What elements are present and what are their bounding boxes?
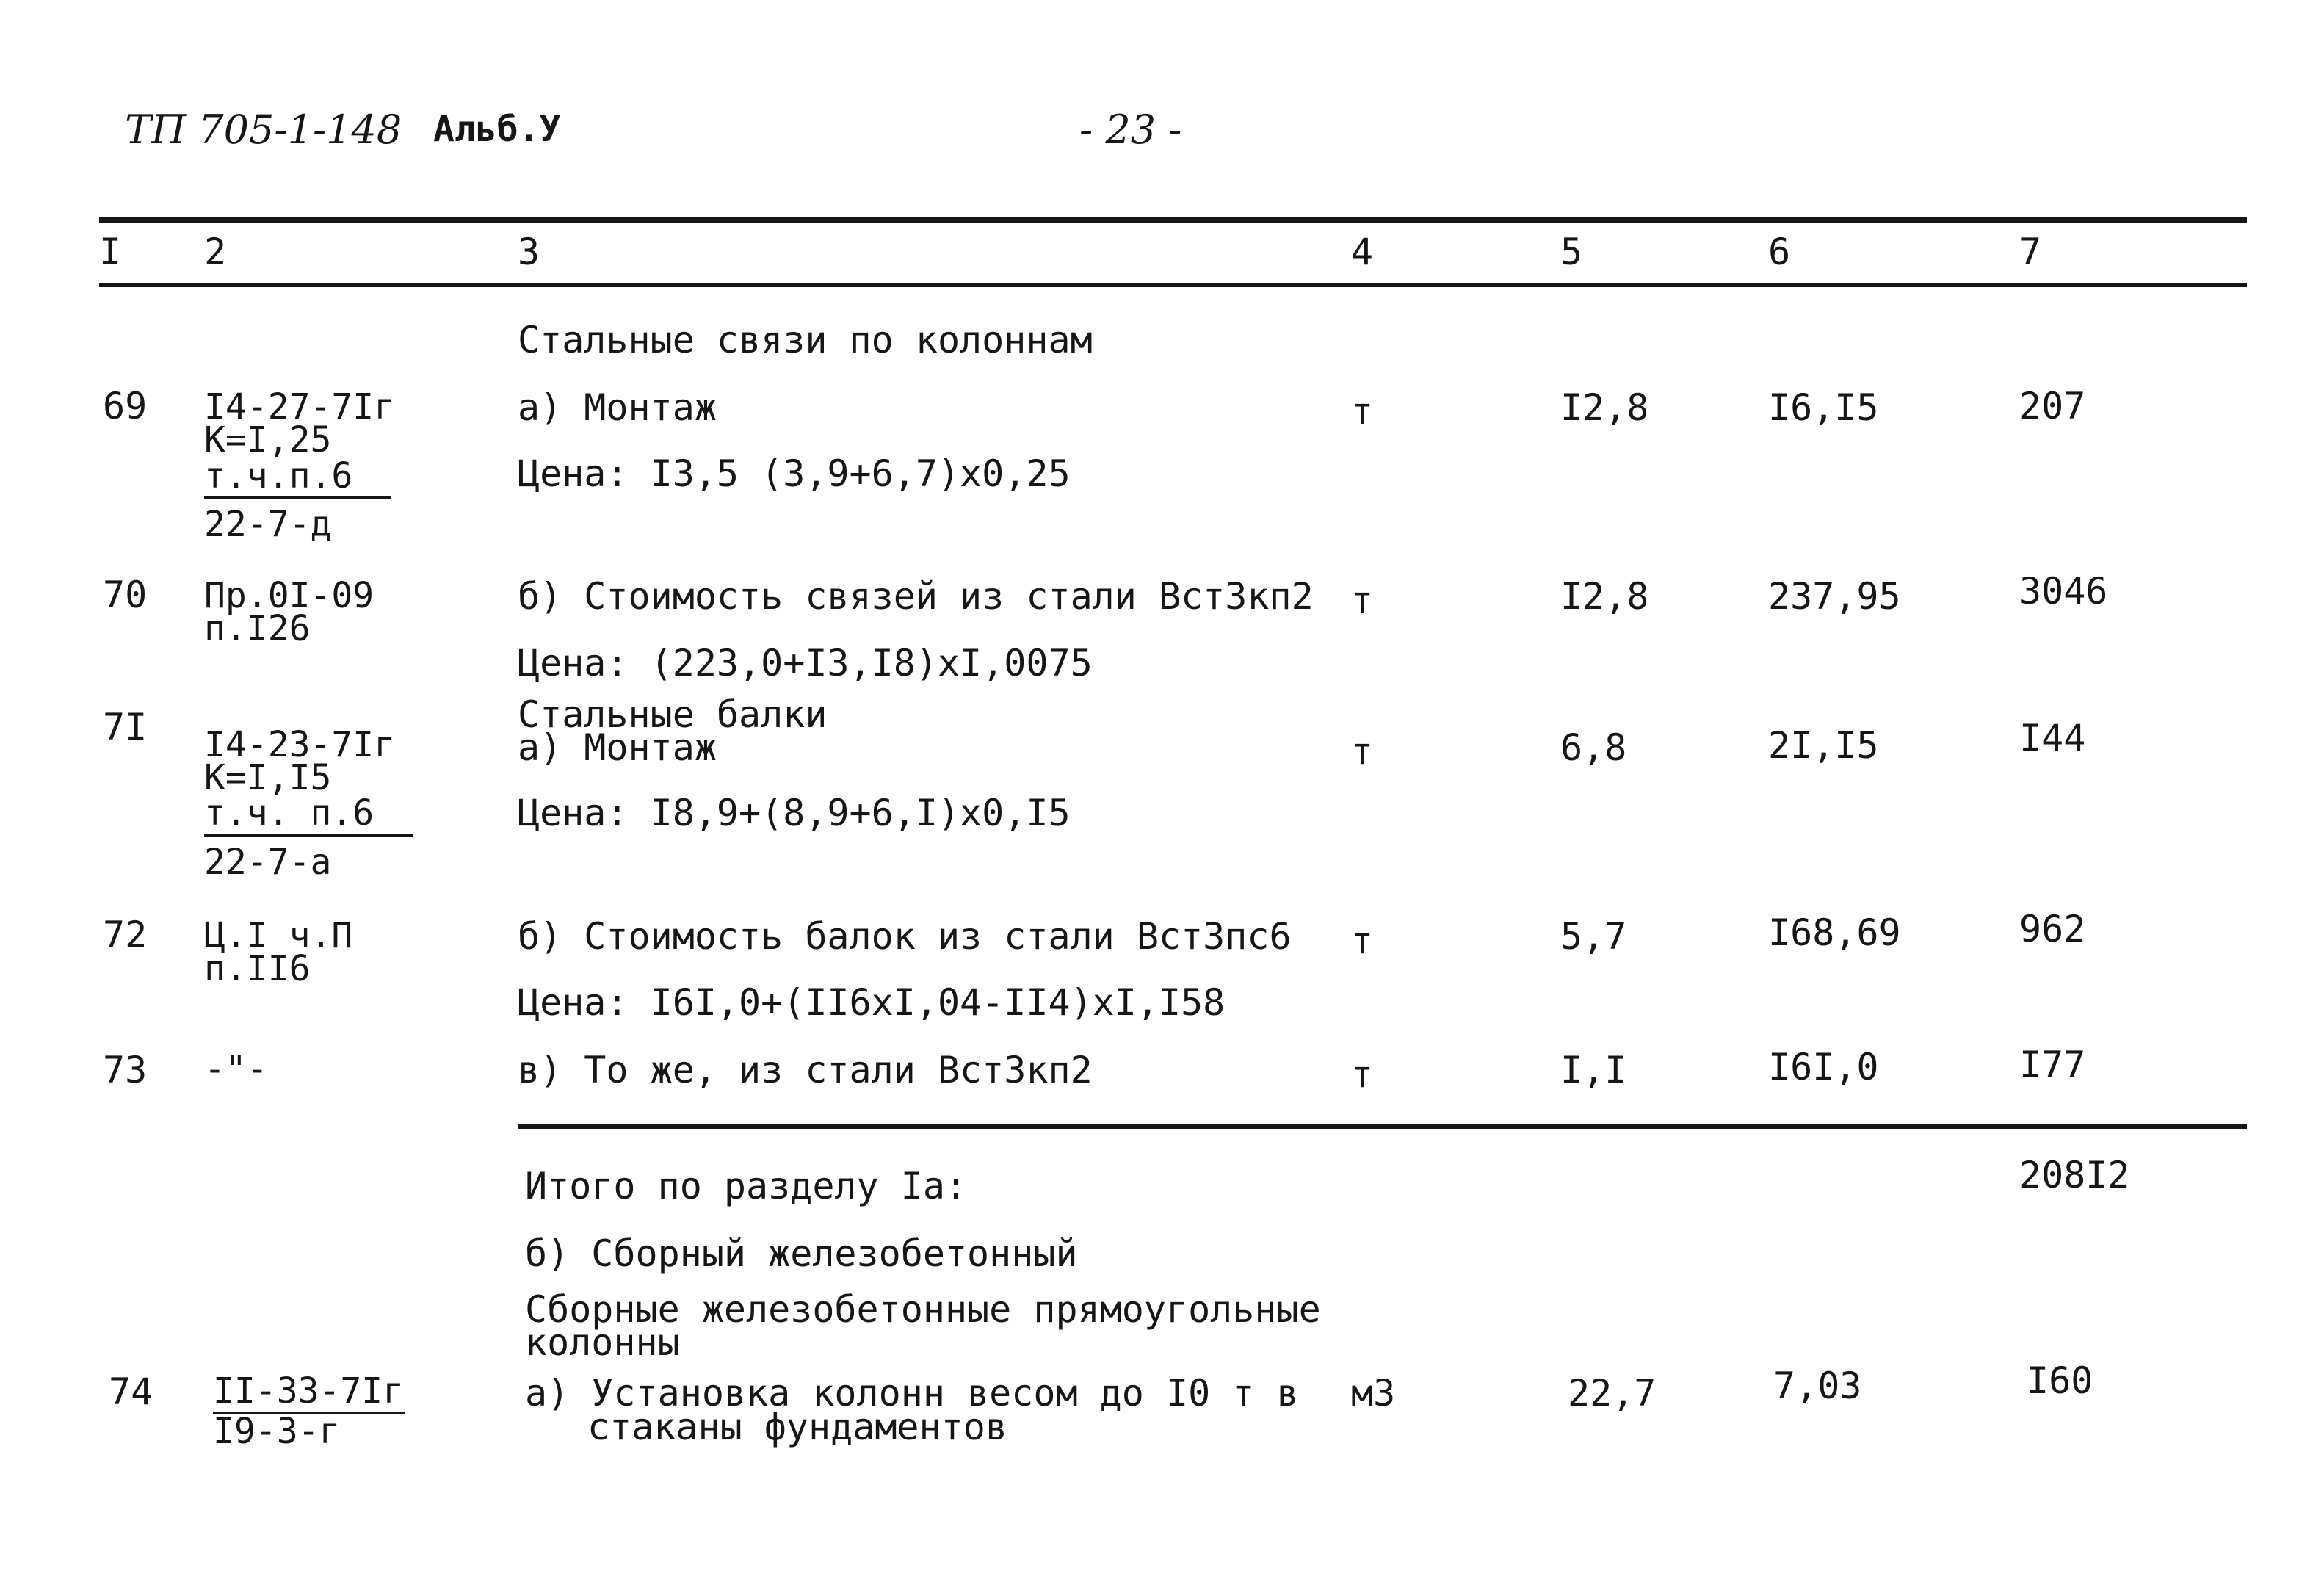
section-b-title: б) Сборный железобетонный bbox=[525, 1232, 1078, 1275]
work-description: б) Стоимость связей из стали ВстЗкп2 bbox=[518, 575, 1314, 618]
unit-rate: 2I,I5 bbox=[1768, 724, 1879, 767]
table-header-bottom-rule bbox=[99, 283, 2247, 287]
work-description: в) То же, из стали ВстЗкп2 bbox=[518, 1049, 1093, 1091]
unit-rate: 7,03 bbox=[1773, 1365, 1862, 1407]
subsection-heading: Стальные балки bbox=[518, 693, 828, 736]
total-cost: 3046 bbox=[2019, 570, 2108, 613]
column-header-5: 5 bbox=[1560, 231, 1583, 273]
column-header-3: 3 bbox=[518, 231, 540, 273]
subtotal-value: 208I2 bbox=[2019, 1154, 2130, 1196]
unit: т bbox=[1351, 579, 1374, 621]
norm-reference: п.I26 bbox=[204, 608, 311, 649]
column-header-6: 6 bbox=[1768, 231, 1791, 273]
row-number: 73 bbox=[103, 1049, 148, 1091]
row-number: 7I bbox=[103, 706, 148, 748]
work-description-cont: стаканы фундаментов bbox=[587, 1406, 1007, 1448]
unit-rate: I6,I5 bbox=[1768, 386, 1879, 429]
norm-code: Ц.I ч.П bbox=[204, 915, 353, 956]
unit-rate: I68,69 bbox=[1768, 911, 1901, 954]
norm-code: I4-23-7Iг bbox=[204, 724, 396, 765]
price-formula: Цена: I6I,0+(II6xI,04-II4)xI,I58 bbox=[518, 981, 1226, 1024]
section-b-subtitle: Сборные железобетонные прямоугольные bbox=[525, 1288, 1321, 1331]
work-description: а) Монтаж bbox=[518, 386, 717, 429]
ditto-mark: -"- bbox=[204, 1049, 268, 1090]
unit: т bbox=[1351, 919, 1374, 962]
norm-reference: I9-3-г bbox=[213, 1411, 341, 1452]
table-top-rule bbox=[99, 217, 2247, 223]
norm-reference: 22-7-а bbox=[204, 842, 332, 883]
unit-rate: I6I,0 bbox=[1768, 1046, 1879, 1088]
total-cost: I77 bbox=[2019, 1044, 2086, 1086]
norm-coefficient: К=I,I5 bbox=[204, 757, 332, 798]
unit-rate: 237,95 bbox=[1768, 575, 1901, 618]
norm-note: т.ч. п.6 bbox=[204, 795, 413, 837]
norm-coefficient: К=I,25 bbox=[204, 419, 332, 460]
unit: т bbox=[1351, 730, 1374, 773]
column-header-1: I bbox=[99, 231, 122, 273]
price-formula: Цена: I3,5 (3,9+6,7)x0,25 bbox=[518, 452, 1071, 495]
norm-code: I4-27-7Iг bbox=[204, 386, 396, 427]
norm-code: Пр.0I-09 bbox=[204, 575, 374, 616]
quantity: I,I bbox=[1560, 1049, 1627, 1091]
price-formula: Цена: I8,9+(8,9+6,I)x0,I5 bbox=[518, 792, 1071, 834]
quantity: 6,8 bbox=[1560, 726, 1627, 769]
section-title: Стальные связи по колоннам bbox=[518, 319, 1093, 361]
unit: м3 bbox=[1351, 1372, 1396, 1414]
column-header-7: 7 bbox=[2019, 231, 2042, 273]
unit: т bbox=[1351, 390, 1374, 433]
quantity: 22,7 bbox=[1568, 1372, 1657, 1414]
norm-reference: п.II6 bbox=[204, 948, 311, 989]
total-cost: 207 bbox=[2019, 385, 2086, 427]
work-description: а) Монтаж bbox=[518, 726, 717, 769]
row-number: 69 bbox=[103, 385, 148, 427]
total-cost: 962 bbox=[2019, 908, 2086, 950]
row-number: 70 bbox=[103, 574, 148, 616]
column-header-4: 4 bbox=[1351, 231, 1374, 273]
section-b-subtitle-cont: колонны bbox=[525, 1321, 680, 1364]
album-label: Альб.У bbox=[433, 109, 561, 150]
column-header-2: 2 bbox=[204, 231, 227, 273]
row-number: 72 bbox=[103, 914, 148, 956]
quantity: I2,8 bbox=[1560, 575, 1649, 618]
subtotal-label: Итого по разделу Iа: bbox=[525, 1165, 968, 1207]
norm-note: т.ч.п.6 bbox=[204, 458, 391, 499]
total-cost: I60 bbox=[2027, 1359, 2093, 1402]
page-number: - 23 - bbox=[1079, 106, 1182, 153]
norm-reference: 22-7-д bbox=[204, 504, 332, 545]
price-formula: Цена: (223,0+I3,I8)xI,0075 bbox=[518, 642, 1093, 684]
row-number: 74 bbox=[109, 1370, 153, 1413]
norm-code: II-33-7Iг bbox=[213, 1373, 405, 1414]
subtotal-rule bbox=[518, 1124, 2247, 1129]
total-cost: I44 bbox=[2019, 717, 2086, 759]
quantity: 5,7 bbox=[1560, 915, 1627, 958]
work-description: а) Установка колонн весом до I0 т в bbox=[525, 1372, 1299, 1414]
work-description: б) Стоимость балок из стали ВстЗпс6 bbox=[518, 915, 1292, 958]
quantity: I2,8 bbox=[1560, 386, 1649, 429]
unit: т bbox=[1351, 1053, 1374, 1096]
document-code: ТП 705-1-148 bbox=[125, 106, 402, 153]
